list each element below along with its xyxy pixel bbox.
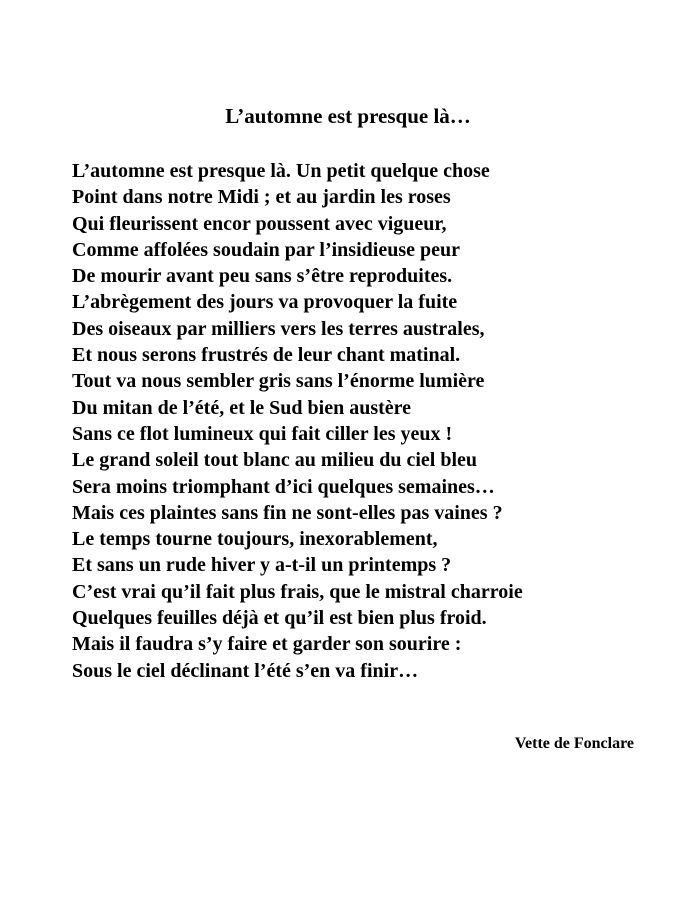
poem-line: Sous le ciel déclinant l’été s’en va finir…	[72, 659, 419, 682]
poem-line: Le temps tourne toujours, inexorablement,	[72, 528, 438, 551]
poem-title: L’automne est presque là…	[225, 104, 471, 128]
poem-author: Vette de Fonclare	[514, 735, 634, 752]
poem-line: Sera moins triomphant d’ici quelques semaines…	[72, 475, 495, 498]
poem-line: Qui fleurissent encor poussent avec vigueur,	[72, 212, 447, 235]
poem-line: Quelques feuilles déjà et qu’il est bien plus froid.	[72, 607, 487, 630]
poem-line: L’automne est presque là. Un petit quelque chose	[72, 160, 490, 182]
poem-line: Le grand soleil tout blanc au milieu du ciel bleu	[72, 449, 478, 472]
poem-line: L’abrègement des jours va provoquer la fuite	[72, 291, 458, 314]
poem-line: Du mitan de l’été, et le Sud bien austère	[72, 396, 412, 419]
poem-line: Mais ces plaintes sans fin ne sont-elles pas vaines ?	[72, 501, 503, 524]
poem-line: Tout va nous sembler gris sans l’énorme lumière	[72, 370, 485, 393]
poem-line: Point dans notre Midi ; et au jardin les roses	[72, 186, 451, 209]
poem-line: Mais il faudra s’y faire et garder son sourire :	[72, 633, 462, 656]
poem-line: Et nous serons frustrés de leur chant matinal.	[72, 344, 461, 367]
poem-line: Des oiseaux par milliers vers les terres australes,	[72, 317, 485, 340]
poem-line: Et sans un rude hiver y a-t-il un printemps ?	[72, 554, 452, 577]
poem-line: Comme affolées soudain par l’insidieuse peur	[72, 238, 460, 261]
poem-line: De mourir avant peu sans s’être reproduites.	[72, 265, 453, 288]
poem-body	[72, 158, 523, 684]
poem-line: C’est vrai qu’il fait plus frais, que le mistral charroie	[72, 580, 523, 603]
poem-line: Sans ce flot lumineux qui fait ciller les yeux !	[72, 422, 453, 445]
